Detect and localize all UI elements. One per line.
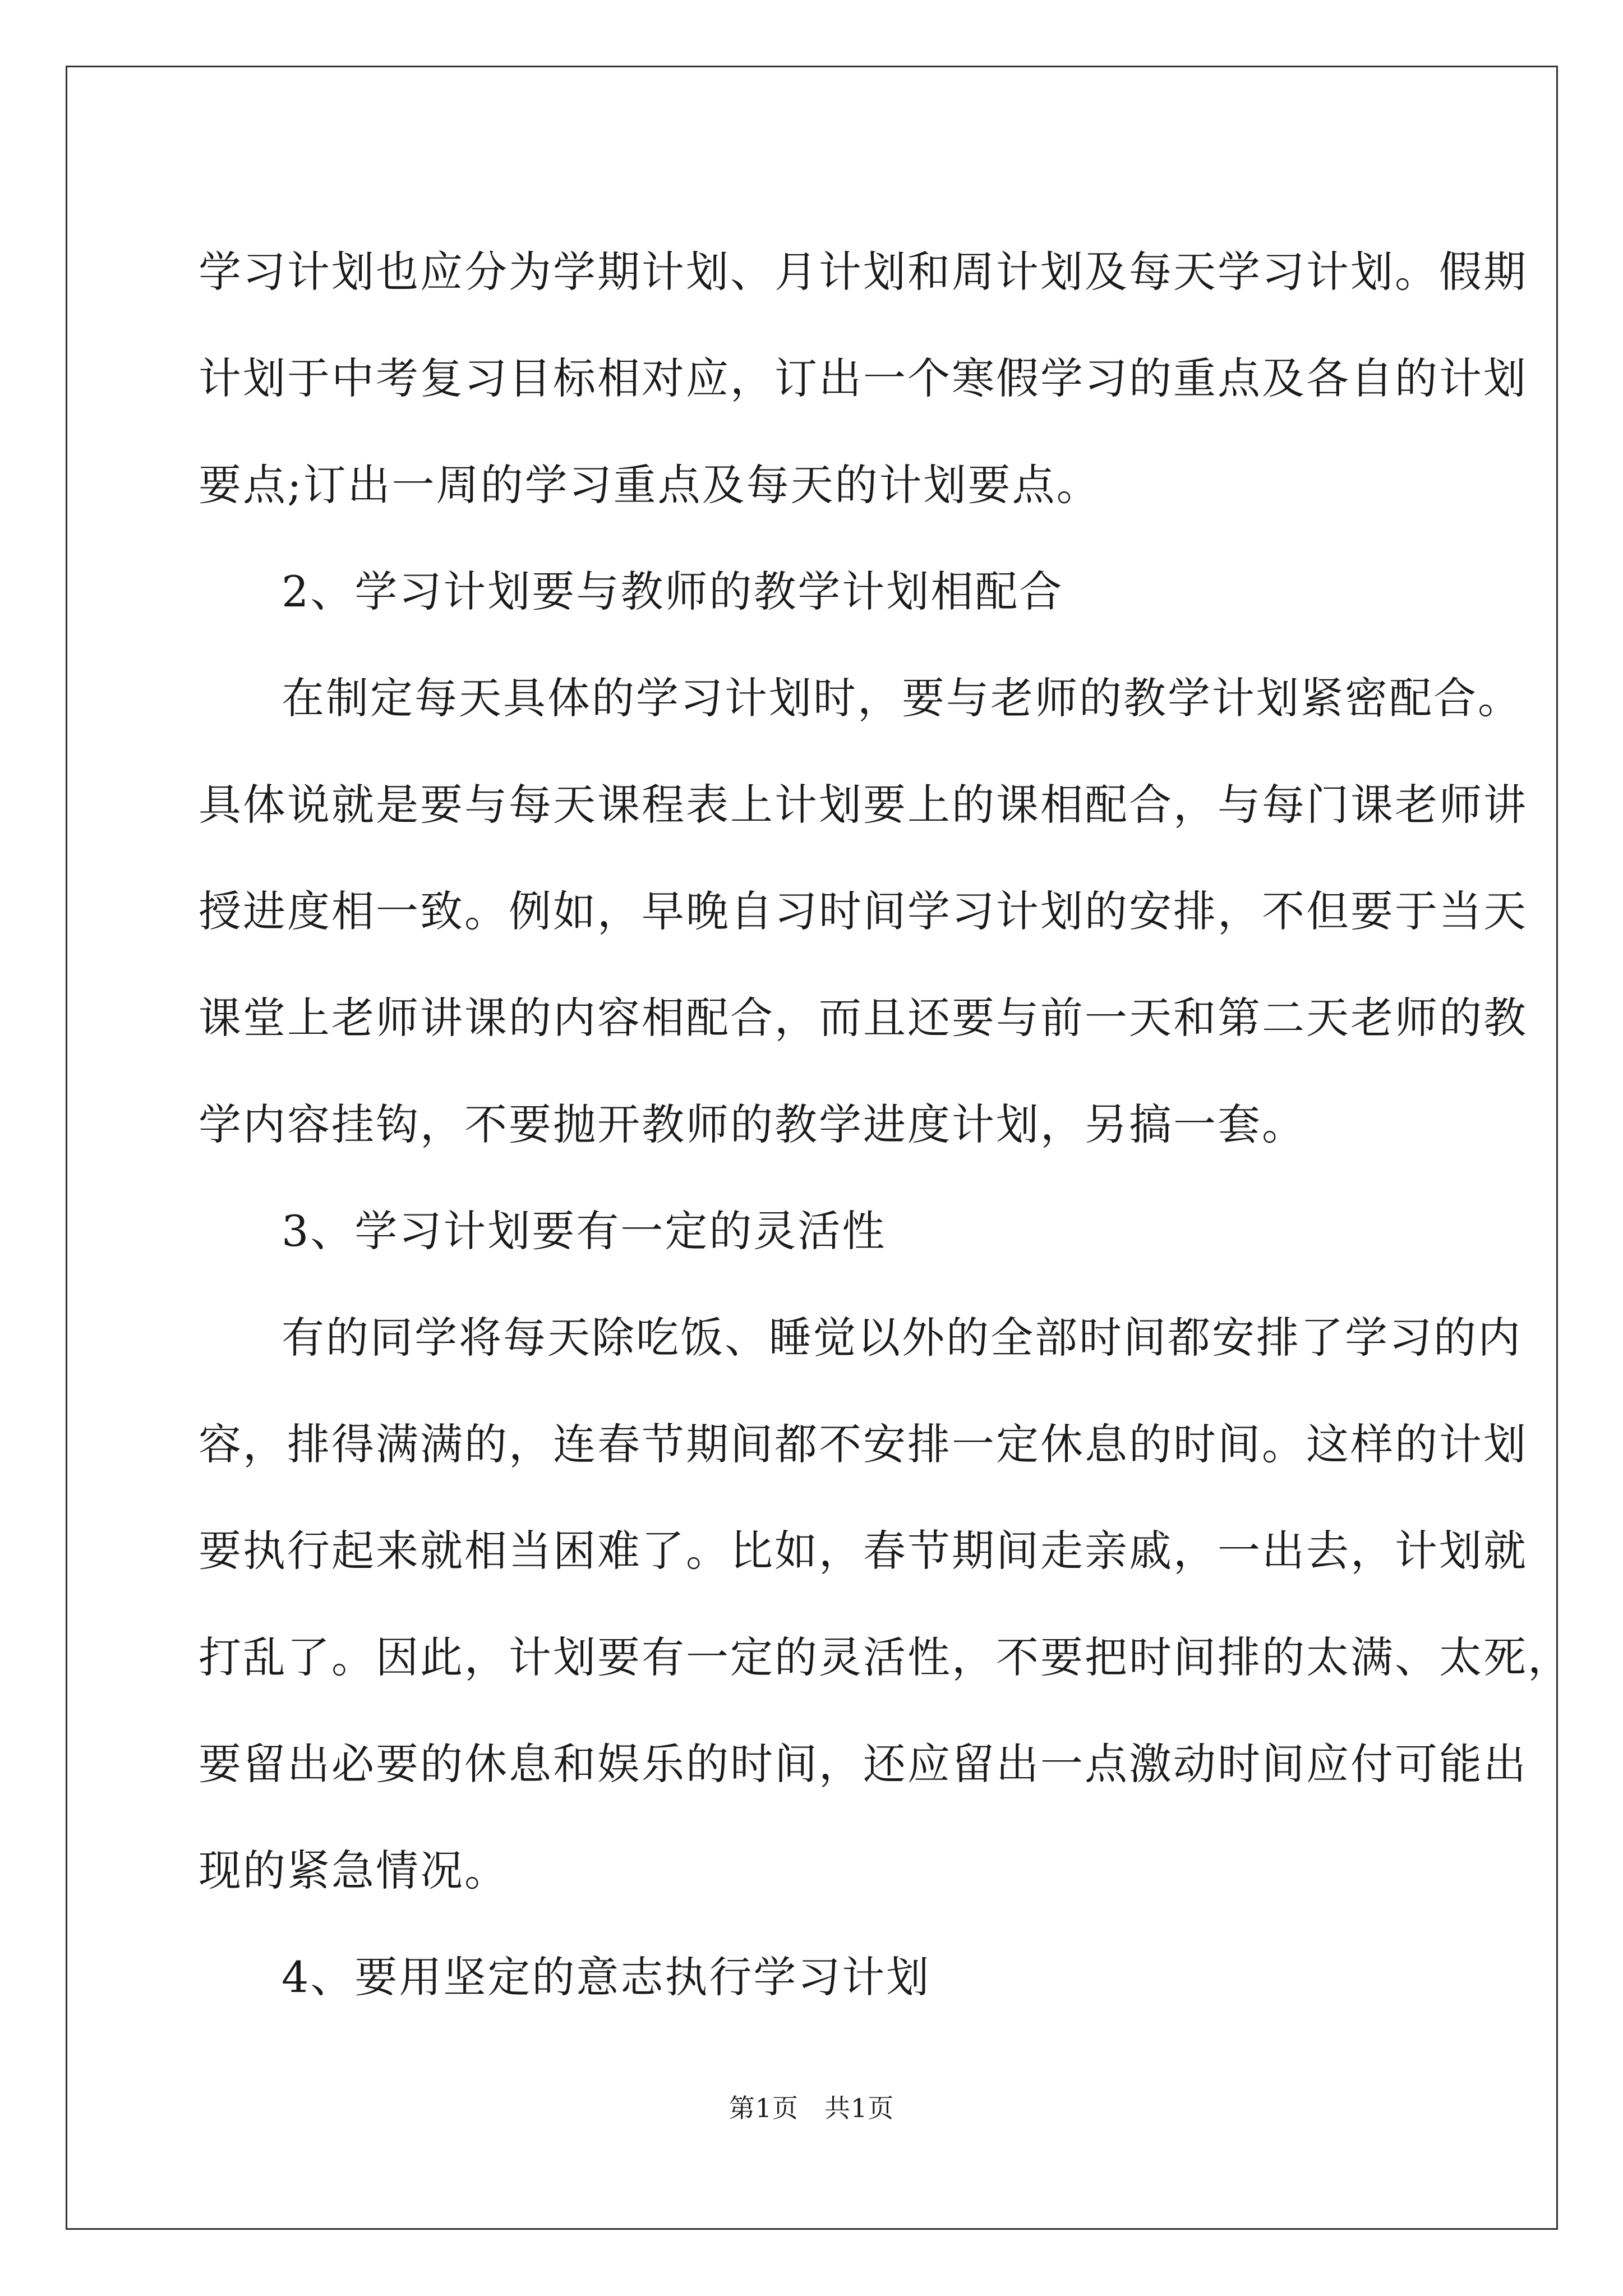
text-line: 学习计划也应分为学期计划、月计划和周计划及每天学习计划。假期 xyxy=(199,247,1528,297)
text-line: 学内容挂钩，不要抛开教师的教学进度计划，另搞一套。 xyxy=(199,1099,1306,1149)
section-heading: 4、要用坚定的意志执行学习计划 xyxy=(282,1952,931,2002)
text-line: 计划于中考复习目标相对应，订出一个寒假学习的重点及各自的计划 xyxy=(199,353,1528,403)
text-line: 打乱了。因此，计划要有一定的灵活性，不要把时间排的太满、太死， xyxy=(199,1632,1572,1682)
page-footer xyxy=(0,2091,1623,2125)
text-line: 容，排得满满的，连春节期间都不安排一定休息的时间。这样的计划 xyxy=(199,1419,1528,1469)
page-total: 共1页 xyxy=(824,2093,895,2123)
text-line: 要执行起来就相当困难了。比如，春节期间走亲戚，一出去，计划就 xyxy=(199,1526,1528,1576)
text-line: 现的紧急情况。 xyxy=(199,1846,509,1895)
section-heading: 3、学习计划要有一定的灵活性 xyxy=(282,1206,887,1256)
text-line: 具体说就是要与每天课程表上计划要上的课相配合，与每门课老师讲 xyxy=(199,780,1528,830)
document-body xyxy=(199,219,1572,2031)
text-line: 要留出必要的休息和娱乐的时间，还应留出一点激动时间应付可能出 xyxy=(199,1739,1528,1789)
page-number: 第1页 xyxy=(728,2093,799,2123)
section-heading: 2、学习计划要与教师的教学计划相配合 xyxy=(282,567,1064,616)
text-line: 在制定每天具体的学习计划时，要与老师的教学计划紧密配合。 xyxy=(282,673,1522,723)
text-line: 授进度相一致。例如，早晚自习时间学习计划的安排，不但要于当天 xyxy=(199,886,1528,936)
text-line: 要点;订出一周的学习重点及每天的计划要点。 xyxy=(199,460,1101,510)
text-line: 有的同学将每天除吃饭、睡觉以外的全部时间都安排了学习的内 xyxy=(282,1313,1522,1363)
text-line: 课堂上老师讲课的内容相配合，而且还要与前一天和第二天老师的教 xyxy=(199,993,1528,1043)
